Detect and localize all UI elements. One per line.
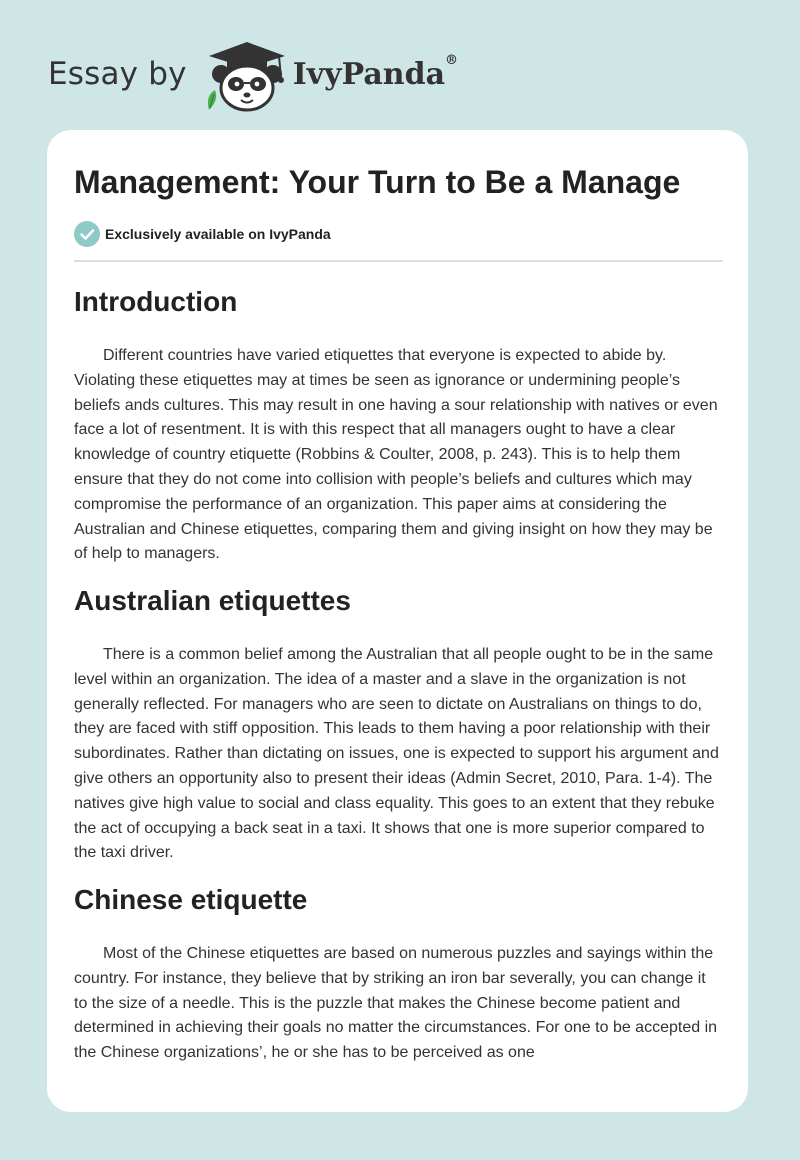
exclusive-badge — [74, 221, 331, 247]
section-chinese-etiquette — [74, 878, 723, 1066]
brand-name — [292, 52, 459, 92]
exclusive-badge-text: Exclusively available on IvyPanda — [105, 226, 331, 242]
section-paragraph: Different countries have varied etiquettes that everyone is expected to abide by. Violating these etiquettes may at times be seen as ignorance or undermining people’s beliefs ands cultures. This may result in one having a sour relationship with natives or even face a lot of resentment. It is with this respect that all managers ought to have a clear knowledge of country etiquette (Robbins & Coulter, 2008, p. 243). This is to help them ensure that they do not come into collision with people’s beliefs and cultures which may compromise the performance of an organization. This paper aims at considering the Australian and Chinese etiquettes, comparing them and giving insight on how they may be of help to managers. — [74, 347, 718, 563]
section-paragraph: Most of the Chinese etiquettes are based on numerous puzzles and sayings within the country. For instance, they believe that by striking an iron bar severally, you can change it to the size of a needle. This is the puzzle that makes the Chinese become patient and determined in achieving their goals no matter the circumstances. For one to be accepted in the Chinese organizations’, he or she has to be perceived as one — [74, 945, 718, 1062]
brand-prefix: Essay by — [48, 56, 187, 92]
essay-title: Management: Your Turn to Be a Manage — [74, 164, 681, 200]
essay-card — [47, 130, 748, 1112]
section-heading: Introduction — [74, 286, 238, 317]
brand-name-text: IvyPanda — [292, 56, 446, 92]
section-paragraph: There is a common belief among the Australian that all people ought to be in the same level within an organization. The idea of a master and a slave in the organization is not generally reflected. For managers who are seen to dictate on Australians on things to do, they are faced with stiff opposition. This leads to them having a poor relationship with their subordinates. Rather than dictating on issues, one is expected to support his argument and give others an opportunity also to present their ideas (Admin Secret, 2010, Para. 1-4). The natives give high value to social and class equality. This goes to an extent that they rebuke the act of occupying a back seat in a taxi. It shows that one is more superior compared to the taxi driver. — [74, 646, 719, 862]
section-heading: Chinese etiquette — [74, 884, 308, 915]
title-divider — [74, 260, 723, 262]
panda-logo-icon — [201, 34, 289, 114]
essay-body — [74, 280, 723, 1066]
brand-header — [48, 34, 458, 114]
registered-mark: ® — [445, 52, 459, 68]
section-heading: Australian etiquettes — [74, 585, 351, 616]
section-australian-etiquettes — [74, 579, 723, 878]
check-circle-icon — [74, 221, 100, 247]
section-introduction — [74, 280, 723, 579]
